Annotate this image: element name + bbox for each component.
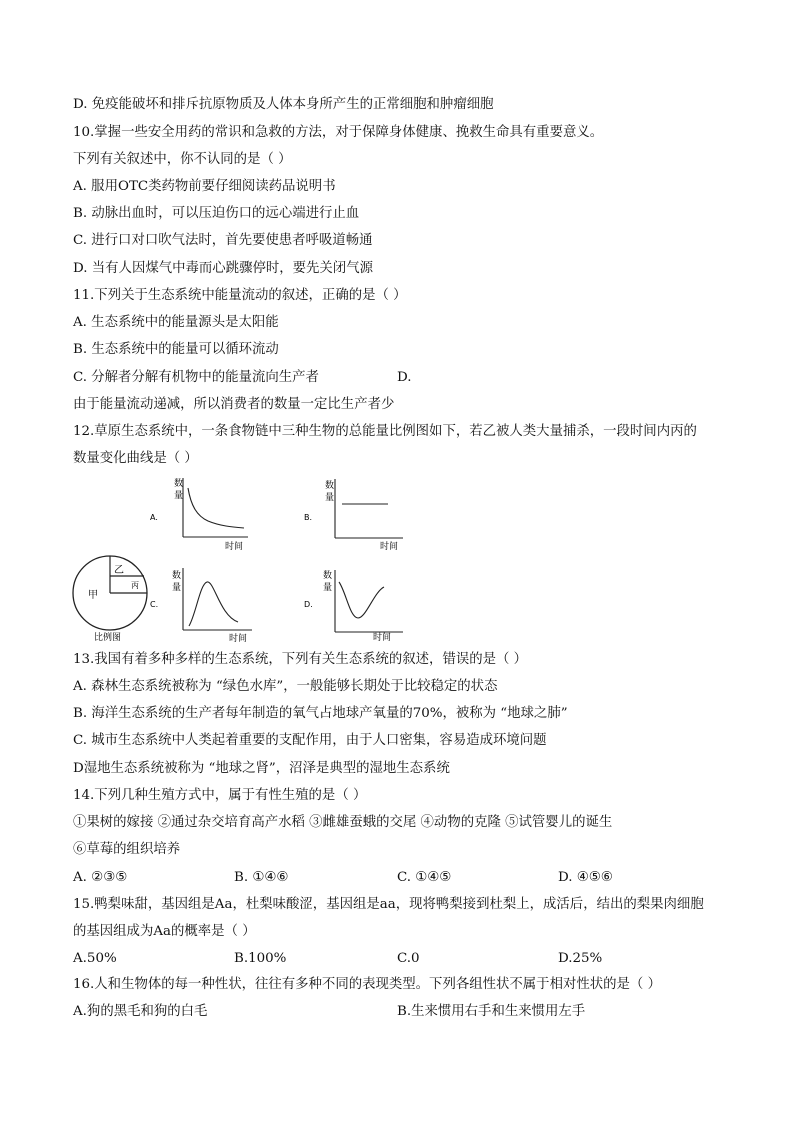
pie-label-yi: 乙 <box>114 565 124 576</box>
q11-option-b: B. 生态系统中的能量可以循环流动 <box>73 342 279 357</box>
graph-a <box>150 477 248 552</box>
q12-figure <box>70 476 410 646</box>
q14-option-c: C. ①④⑤ <box>397 870 452 885</box>
q15-option-a: A.50% <box>73 951 117 966</box>
q11-option-d-label: D. <box>397 370 412 385</box>
q10-stem-line2: 下列有关叙述中，你不认同的是（ ） <box>73 152 292 167</box>
graph-b <box>304 479 403 552</box>
q13-option-a: A. 森林生态系统被称为 “绿色水库”，一般能够长期处于比较稳定的状态 <box>73 679 498 694</box>
graph-d-label: D. <box>304 600 313 609</box>
q15-option-b: B.100% <box>234 951 287 966</box>
graph-c-x-label: 时间 <box>229 634 248 644</box>
graph-b-y-label-2: 量 <box>325 493 335 503</box>
graph-a-label: A. <box>150 513 158 522</box>
q14-items-line2: ⑥草莓的组织培养 <box>73 842 181 857</box>
q11-option-c: C. 分解者分解有机物中的能量流向生产者 <box>73 370 319 385</box>
graph-b-label: B. <box>304 513 313 522</box>
pie-label-bing: 丙 <box>131 581 139 590</box>
q14-items-line1: ①果树的嫁接 ②通过杂交培育高产水稻 ③雌雄蚕蛾的交尾 ④动物的克隆 ⑤试管婴儿的诞生 <box>73 815 613 830</box>
graph-b-x-label: 时间 <box>380 542 399 552</box>
graph-c-y-label-1: 数 <box>172 571 182 581</box>
q13-option-c: C. 城市生态系统中人类起着重要的支配作用，由于人口密集，容易造成环境问题 <box>73 733 547 748</box>
proportion-pie <box>73 556 147 643</box>
q13-stem: 13.我国有着多种多样的生态系统，下列有关生态系统的叙述，错误的是（ ） <box>73 652 528 667</box>
graph-b-y-label-1: 数 <box>325 481 335 491</box>
q10-option-a: A. 服用OTC类药物前要仔细阅读药品说明书 <box>73 179 336 194</box>
q9-option-d: D. 免疫能破坏和排斥抗原物质及人体本身所产生的正常细胞和肿瘤细胞 <box>73 97 494 112</box>
q16-stem: 16.人和生物体的每一种性状，往往有多种不同的表现类型。下列各组性状不属于相对性状的是（ ） <box>73 977 661 992</box>
q13-option-b: B. 海洋生态系统的生产者每年制造的氧气占地球产氧量的70%，被称为 “地球之肺” <box>73 706 568 721</box>
q16-option-b: B.生来惯用右手和生来惯用左手 <box>397 1004 586 1019</box>
q11-option-d-text: 由于能量流动递减，所以消费者的数量一定比生产者少 <box>73 397 395 412</box>
pie-label-jia: 甲 <box>88 590 98 601</box>
q11-stem: 11.下列关于生态系统中能量流动的叙述，正确的是（ ） <box>73 288 407 303</box>
graph-d-x-label: 时间 <box>373 633 392 643</box>
q13-option-d: D湿地生态系统被称为 “地球之肾”，沼泽是典型的湿地生态系统 <box>73 761 450 776</box>
q15-stem-line2: 的基因组成为Aa的概率是（ ） <box>73 924 256 939</box>
graph-a-x-label: 时间 <box>225 542 244 552</box>
q11-option-a: A. 生态系统中的能量源头是太阳能 <box>73 315 279 330</box>
graph-a-y-label-1: 数 <box>174 479 184 489</box>
q15-option-c: C.0 <box>397 951 420 966</box>
graph-c <box>150 568 252 644</box>
graph-d <box>304 569 403 643</box>
q12-stem-line1: 12.草原生态系统中，一条食物链中三种生物的总能量比例图如下，若乙被人类大量捕杀，一段时间内丙的 <box>73 424 697 439</box>
q15-stem-line1: 15.鸭梨味甜，基因组是Aa，杜梨味酸涩，基因组是aa，现将鸭梨接到杜梨上，成活后，结出的梨果肉细胞 <box>73 897 704 912</box>
q12-stem-line2: 数量变化曲线是（ ） <box>73 451 198 466</box>
graph-d-y-label-1: 数 <box>323 571 333 581</box>
pie-caption: 比例图 <box>94 633 122 643</box>
q14-option-a: A. ②③⑤ <box>73 870 128 885</box>
graph-c-y-label-2: 量 <box>172 583 182 593</box>
q10-option-b: B. 动脉出血时，可以压迫伤口的远心端进行止血 <box>73 206 360 221</box>
q10-stem-line1: 10.掌握一些安全用药的常识和急救的方法，对于保障身体健康、挽救生命具有重要意义。 <box>73 125 604 140</box>
graph-c-label: C. <box>150 600 159 609</box>
graph-d-y-label-2: 量 <box>323 583 333 593</box>
q10-option-d: D. 当有人因煤气中毒而心跳骤停时，要先关闭气源 <box>73 261 373 276</box>
graph-a-y-label-2: 量 <box>174 491 184 501</box>
q14-option-d: D. ④⑤⑥ <box>558 870 613 885</box>
q14-stem: 14.下列几种生殖方式中，属于有性生殖的是（ ） <box>73 788 367 803</box>
q16-option-a: A.狗的黑毛和狗的白毛 <box>73 1004 208 1019</box>
q10-option-c: C. 进行口对口吹气法时，首先要使患者呼吸道畅通 <box>73 233 373 248</box>
q14-option-b: B. ①④⑥ <box>234 870 289 885</box>
q15-option-d: D.25% <box>558 951 603 966</box>
